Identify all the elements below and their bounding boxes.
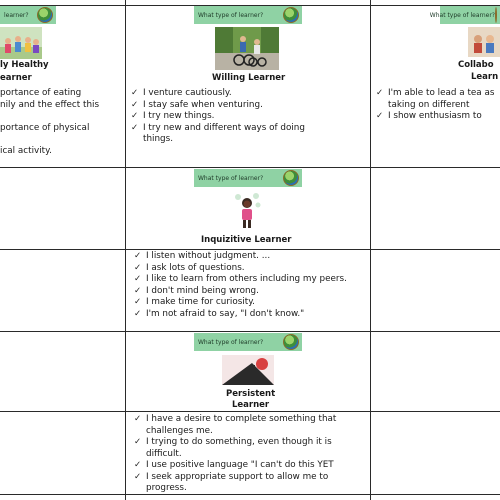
list-item: ✓ I like to learn from others including my peers. [134,274,366,286]
badge-label: What type of learner? [429,11,495,19]
children-photo [0,27,42,59]
list-item: ✓ I'm not afraid to say, "I don't know." [134,309,366,321]
text-line: nily and the effect this [0,99,100,110]
globe-icon [495,7,497,23]
healthy-learner-title: ly Healthy [0,60,49,70]
list-item: ✓ I listen without judgment. ... [134,251,366,263]
list-item: ✓ I trying to do something, even though it is difficult. [134,437,366,460]
persistent-learner-title-2: Learner [232,400,270,410]
learner-badge [429,6,500,24]
willing-learner-title: Willing Learner [212,73,286,83]
grid-line [370,0,371,500]
collab-learner-title: Collabo [458,60,494,70]
willing-list [131,88,363,146]
text-line: ical activity. [0,145,52,156]
globe-icon [283,170,299,186]
learner-badge [194,169,302,187]
badge-label: What type of learner? [198,11,264,19]
cyclists-photo [215,27,279,70]
badge-label: learner? [4,11,29,19]
inquisitive-list [134,251,366,320]
learner-badge [194,333,302,351]
list-item: ✓ I try new things. [131,111,363,123]
grid-line [0,331,500,332]
healthy-learner-title-2: earner [0,73,32,83]
globe-icon [283,334,299,350]
badge-label: What type of learner? [198,338,264,346]
boulder-push-photo [222,355,274,385]
list-item: ✓ I use positive language "I can't do this YET [134,460,366,472]
globe-icon [283,7,299,23]
collab-list [376,88,500,123]
list-item: ✓ I stay safe when venturing. [131,100,363,112]
collab-photo [468,27,500,57]
globe-icon [37,7,53,23]
collab-learner-title-2: Learn [471,72,499,82]
list-item: ✓ I'm able to lead a tea as taking on different [376,88,500,111]
badge-label: What type of learner? [198,174,264,182]
grid-line [0,167,500,168]
persistent-list [134,414,366,495]
inquisitive-learner-title: Inquizitive Learner [201,235,292,245]
persistent-learner-title: Persistent [226,389,276,399]
list-item: ✓ I ask lots of questions. [134,263,366,275]
list-item: ✓ I don't mind being wrong. [134,286,366,298]
list-item: ✓ I seek appropriate support to allow me to progress. [134,472,366,495]
learner-badge [194,6,302,24]
grid-line [0,249,500,250]
text-line: portance of eating [0,88,82,98]
learner-badge [0,6,56,24]
list-item: ✓ I show enthusiasm to [376,111,500,123]
grid-line [0,411,500,412]
child-thinking-illustration [232,191,262,231]
list-item: ✓ I have a desire to complete something that challenges me. [134,414,366,437]
healthy-text [0,88,99,157]
list-item: ✓ I try new and different ways of doing things. [131,123,363,146]
grid-line [125,0,126,500]
list-item: ✓ I venture cautiously. [131,88,363,100]
text-line: portance of physical [0,122,90,133]
list-item: ✓ I make time for curiosity. [134,297,366,309]
